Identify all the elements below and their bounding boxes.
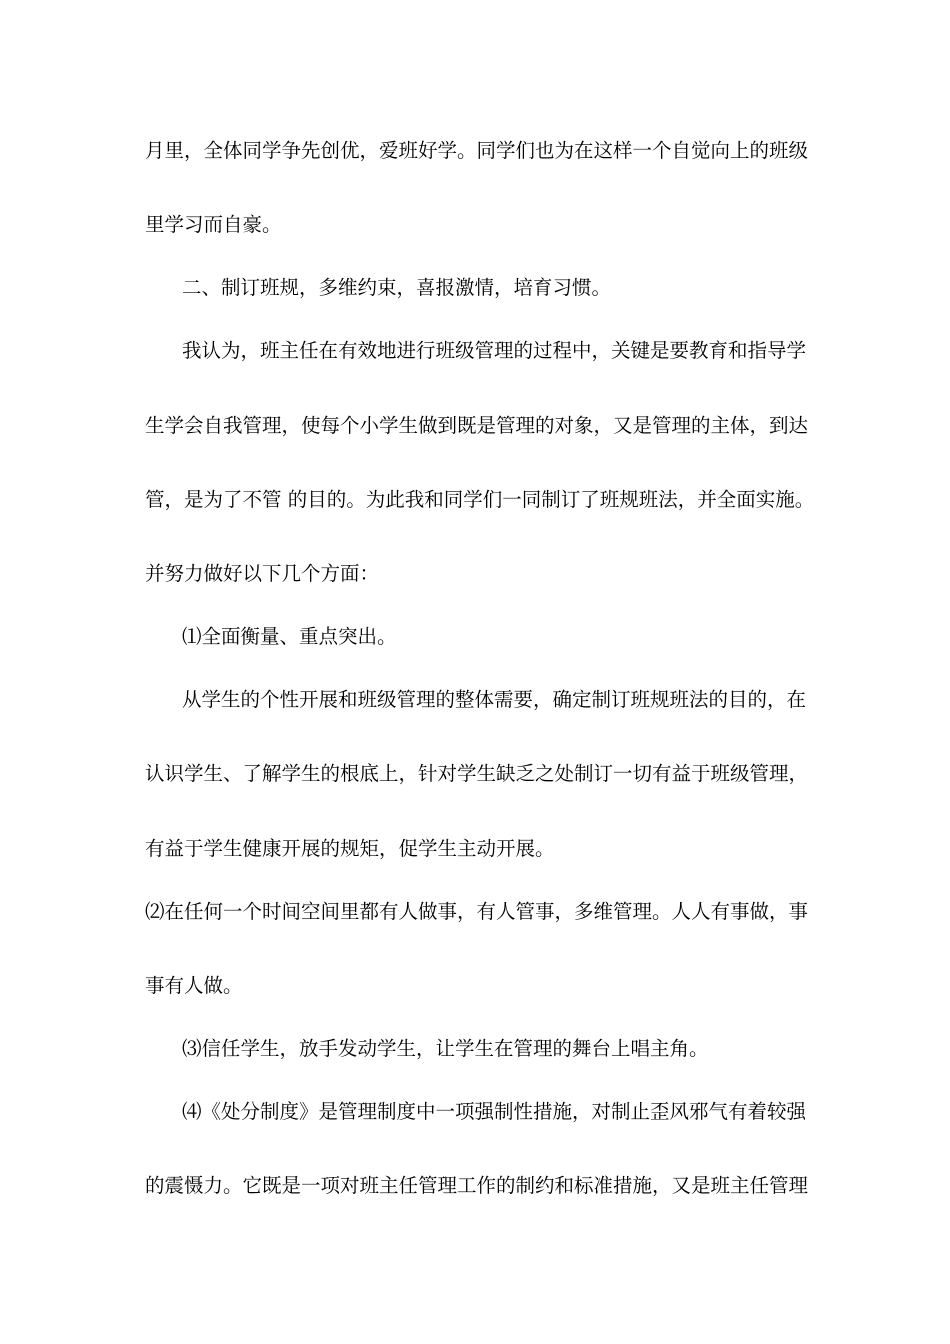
list-item-heading: ⑴全面衡量、重点突出。 <box>182 625 397 648</box>
paragraph-line: 有益于学生健康开展的规矩，促学生主动开展。 <box>145 837 555 860</box>
list-item-heading: ⑵在任何一个时间空间里都有人做事，有人管事，多维管理。人人有事做，事 <box>145 900 809 923</box>
paragraph-line: 里学习而自豪。 <box>145 213 282 236</box>
paragraph-line: 事有人做。 <box>145 974 243 997</box>
paragraph-line: 认识学生、了解学生的根底上，针对学生缺乏之处制订一切有益于班级管理， <box>145 762 809 785</box>
paragraph-line: 的震慑力。它既是一项对班主任管理工作的制约和标准措施，又是班主任管理 <box>145 1174 809 1197</box>
list-item-heading: ⑷《处分制度》是管理制度中一项强制性措施，对制止歪风邪气有着较强 <box>182 1100 807 1123</box>
paragraph-line: 生学会自我管理，使每个小学生做到既是管理的对象，又是管理的主体，到达 <box>145 414 809 437</box>
paragraph-line: 我认为，班主任在有效地进行班级管理的过程中，关键是要教育和指导学 <box>182 339 807 362</box>
paragraph-line: 从学生的个性开展和班级管理的整体需要，确定制订班规班法的目的，在 <box>182 688 807 711</box>
paragraph-line: 管，是为了不管 的目的。为此我和同学们一同制订了班规班法，并全面实施。 <box>145 488 815 511</box>
list-item-heading: ⑶信任学生，放手发动学生，让学生在管理的舞台上唱主角。 <box>182 1037 709 1060</box>
paragraph-line: 月里，全体同学争先创优，爱班好学。同学们也为在这样一个自觉向上的班级 <box>145 139 809 162</box>
section-heading: 二、制订班规，多维约束，喜报激情，培育习惯。 <box>182 276 612 299</box>
paragraph-line: 并努力做好以下几个方面： <box>145 562 380 585</box>
